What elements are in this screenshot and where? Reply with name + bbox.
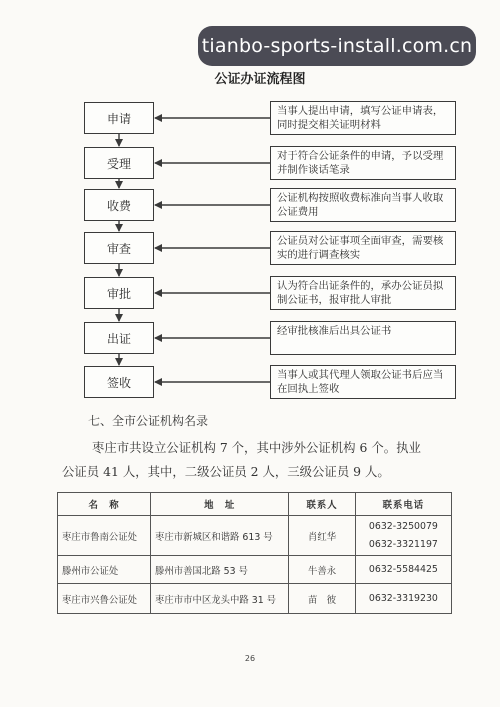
- flow-step-description: 当事人或其代理人领取公证书后应当在回执上签收: [270, 365, 456, 399]
- flow-step-description: 对于符合公证条件的申请，予以受理并制作谈话笔录: [270, 146, 456, 180]
- cell-contact: 牛善永: [289, 556, 356, 584]
- header-address: 地 址: [151, 493, 289, 516]
- phone-number: 0632-3250079: [368, 520, 438, 532]
- watermark-banner: tianbo-sports-install.com.cn: [198, 26, 476, 66]
- paragraph-line-1: 枣庄市共设立公证机构 7 个，其中涉外公证机构 6 个。执业: [92, 440, 421, 455]
- flow-step-box: 出证: [84, 322, 154, 354]
- flow-step-description: 公证员对公证事项全面审查，需要核实的进行调查核实: [270, 231, 456, 265]
- phone-number: 0632-3321197: [368, 538, 438, 550]
- flow-step-description: 经审批核准后出具公证书: [270, 321, 456, 355]
- directory-table: [57, 492, 452, 614]
- header-contact: 联系人: [289, 493, 356, 516]
- cell-phone: [355, 516, 451, 556]
- table-header-row: [58, 493, 452, 516]
- cell-address: 枣庄市新城区和谐路 613 号: [151, 516, 289, 556]
- cell-contact: 苗 彼: [289, 584, 356, 614]
- header-phone: 联系电话: [355, 493, 451, 516]
- cell-name: 枣庄市鲁南公证处: [58, 516, 151, 556]
- flow-step-box: 受理: [84, 147, 154, 179]
- header-name: 名 称: [58, 493, 151, 516]
- cell-name: 枣庄市兴鲁公证处: [58, 584, 151, 614]
- flow-step-box: 审查: [84, 232, 154, 264]
- flow-step-box: 申请: [84, 102, 154, 134]
- cell-address: 滕州市善国北路 53 号: [151, 556, 289, 584]
- table-row: [58, 584, 452, 614]
- cell-contact: 肖红华: [289, 516, 356, 556]
- phone-number: 0632-3319230: [368, 592, 438, 604]
- table-row: [58, 556, 452, 584]
- cell-name: 滕州市公证处: [58, 556, 151, 584]
- flow-step-box: 签收: [84, 366, 154, 398]
- table-row: [58, 516, 452, 556]
- cell-phone: [355, 584, 451, 614]
- flow-step-box: 审批: [84, 277, 154, 309]
- flow-step-box: 收费: [84, 189, 154, 221]
- cell-phone: [355, 556, 451, 584]
- flow-step-description: 认为符合出证条件的，承办公证员拟制公证书，报审批人审批: [270, 276, 456, 310]
- flowchart-title: 公证办证流程图: [214, 72, 306, 87]
- paragraph-line-2: 公证员 41 人，其中，二级公证员 2 人，三级公证员 9 人。: [62, 464, 390, 479]
- page-number: 26: [244, 654, 256, 663]
- flow-step-description: 公证机构按照收费标准向当事人收取公证费用: [270, 188, 456, 222]
- flow-step-description: 当事人提出申请，填写公证申请表，同时提交相关证明材料: [270, 101, 456, 135]
- section-heading: 七、全市公证机构名录: [88, 414, 209, 428]
- phone-number: 0632-5584425: [368, 563, 438, 575]
- cell-address: 枣庄市市中区龙头中路 31 号: [151, 584, 289, 614]
